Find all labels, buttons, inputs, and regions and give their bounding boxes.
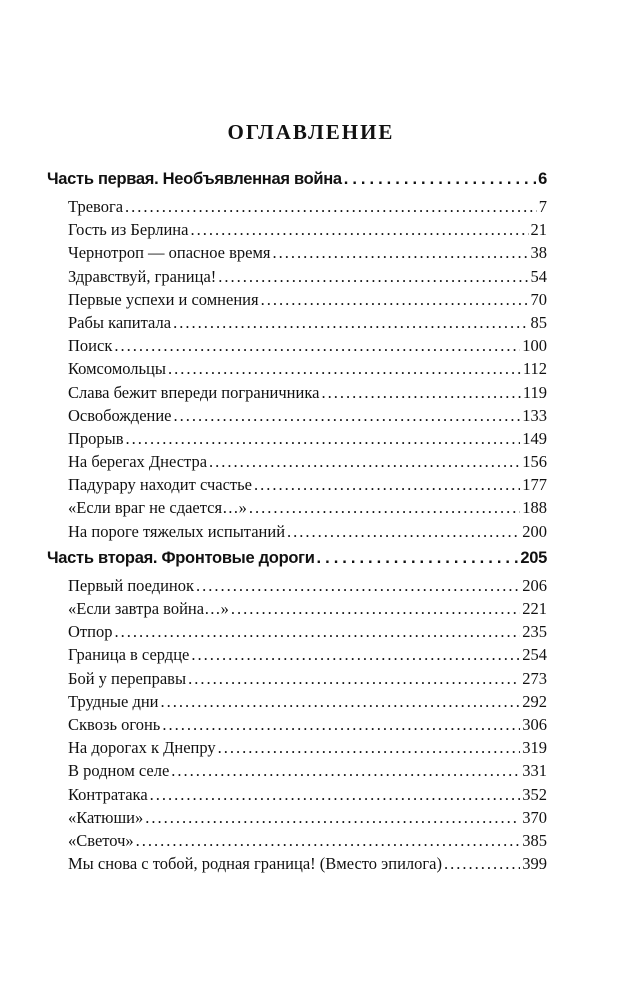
dot-leader bbox=[218, 738, 521, 758]
chapter-title: Мы снова с тобой, родная граница! (Вместо эпилога) bbox=[68, 854, 442, 874]
chapter-page-number: 306 bbox=[522, 714, 547, 734]
toc-chapter[interactable] bbox=[68, 622, 547, 645]
chapter-page-number: 319 bbox=[522, 738, 547, 758]
toc-chapter[interactable] bbox=[68, 336, 547, 359]
chapter-title: Контратака bbox=[68, 784, 148, 804]
dot-leader bbox=[150, 785, 521, 805]
toc-chapter[interactable] bbox=[68, 785, 547, 808]
toc-chapter[interactable] bbox=[68, 808, 547, 831]
chapter-title: Трудные дни bbox=[68, 691, 159, 711]
chapter-page-number: 385 bbox=[522, 830, 547, 850]
chapter-title: На берегах Днестра bbox=[68, 452, 208, 472]
dot-leader bbox=[209, 452, 520, 472]
chapter-title: В родном селе bbox=[68, 761, 170, 781]
dot-leader bbox=[173, 313, 528, 333]
toc-chapter[interactable] bbox=[68, 761, 547, 784]
toc-chapter[interactable] bbox=[68, 475, 547, 498]
toc-part[interactable] bbox=[47, 549, 547, 574]
toc-chapter[interactable] bbox=[68, 738, 547, 761]
toc-chapter[interactable] bbox=[68, 715, 547, 738]
chapter-title: Слава бежит впереди пограничника bbox=[68, 382, 320, 402]
chapter-page-number: 292 bbox=[522, 691, 547, 711]
chapter-title: Бой у переправы bbox=[68, 668, 187, 688]
chapter-page-number: 38 bbox=[530, 243, 547, 263]
part-title: Часть вторая. Фронтовые дороги bbox=[47, 548, 315, 567]
toc-chapter[interactable] bbox=[68, 854, 547, 877]
toc-chapter[interactable] bbox=[68, 267, 547, 290]
dot-leader bbox=[126, 429, 521, 449]
dot-leader bbox=[136, 831, 521, 851]
toc-part[interactable] bbox=[47, 170, 547, 195]
chapter-page-number: 273 bbox=[522, 668, 547, 688]
chapter-title: Здравствуй, граница! bbox=[68, 266, 217, 286]
toc-chapter[interactable] bbox=[68, 669, 547, 692]
dot-leader bbox=[114, 336, 520, 356]
dot-leader bbox=[321, 383, 520, 403]
dot-leader bbox=[249, 498, 520, 518]
chapter-page-number: 235 bbox=[522, 622, 547, 642]
dot-leader bbox=[145, 808, 520, 828]
toc-chapter[interactable] bbox=[68, 692, 547, 715]
toc-chapter[interactable] bbox=[68, 831, 547, 854]
chapter-title: На пороге тяжелых испытаний bbox=[68, 521, 286, 541]
toc-chapter[interactable] bbox=[68, 220, 547, 243]
chapter-title: Граница в сердце bbox=[68, 645, 190, 665]
chapter-title: Комсомольцы bbox=[68, 359, 166, 379]
toc-chapter[interactable] bbox=[68, 243, 547, 266]
chapter-title: Отпор bbox=[68, 622, 113, 642]
chapter-title: Гость из Берлина bbox=[68, 220, 189, 240]
toc-chapter[interactable] bbox=[68, 197, 547, 220]
chapter-page-number: 188 bbox=[522, 498, 547, 518]
chapter-page-number: 254 bbox=[522, 645, 547, 665]
chapter-page-number: 112 bbox=[522, 359, 547, 379]
chapter-title: «Если враг не сдается…» bbox=[68, 498, 247, 518]
chapter-page-number: 352 bbox=[522, 784, 547, 804]
toc-chapter[interactable] bbox=[68, 290, 547, 313]
chapter-page-number: 21 bbox=[530, 220, 547, 240]
toc-chapter[interactable] bbox=[68, 429, 547, 452]
part-page-number: 6 bbox=[538, 170, 547, 188]
dot-leader bbox=[114, 622, 520, 642]
chapter-page-number: 370 bbox=[522, 807, 547, 827]
chapter-title: Тревога bbox=[68, 197, 124, 216]
chapter-title: Прорыв bbox=[68, 428, 124, 448]
toc-chapter[interactable] bbox=[68, 645, 547, 668]
chapter-title: Освобождение bbox=[68, 405, 172, 425]
chapter-page-number: 85 bbox=[530, 312, 547, 332]
dot-leader bbox=[191, 645, 520, 665]
chapter-page-number: 100 bbox=[522, 336, 547, 356]
dot-leader bbox=[188, 669, 520, 689]
dot-leader bbox=[344, 170, 536, 189]
dot-leader bbox=[196, 576, 520, 596]
chapter-title: Первые успехи и сомнения bbox=[68, 289, 259, 309]
toc-chapter[interactable] bbox=[68, 452, 547, 475]
dot-leader bbox=[444, 854, 520, 874]
chapter-title: Поиск bbox=[68, 336, 113, 356]
part-title: Часть первая. Необъявленная война bbox=[47, 170, 342, 188]
dot-leader bbox=[273, 243, 529, 263]
chapter-list bbox=[47, 576, 547, 877]
chapter-page-number: 7 bbox=[538, 197, 547, 216]
chapter-page-number: 399 bbox=[522, 854, 547, 874]
toc-chapter[interactable] bbox=[68, 599, 547, 622]
toc-chapter[interactable] bbox=[68, 522, 547, 545]
chapter-page-number: 149 bbox=[522, 428, 547, 448]
chapter-page-number: 133 bbox=[522, 405, 547, 425]
chapter-title: Сквозь огонь bbox=[68, 714, 161, 734]
toc-chapter[interactable] bbox=[68, 498, 547, 521]
dot-leader bbox=[261, 290, 529, 310]
toc-chapter[interactable] bbox=[68, 576, 547, 599]
toc-chapter[interactable] bbox=[68, 359, 547, 382]
chapter-page-number: 54 bbox=[530, 266, 547, 286]
chapter-page-number: 221 bbox=[522, 599, 547, 618]
page-title: ОГЛАВЛЕНИЕ bbox=[227, 120, 395, 144]
chapter-page-number: 156 bbox=[522, 452, 547, 472]
dot-leader bbox=[168, 359, 521, 379]
chapter-page-number: 177 bbox=[522, 475, 547, 495]
chapter-page-number: 119 bbox=[522, 382, 547, 402]
dot-leader bbox=[317, 549, 519, 568]
chapter-page-number: 200 bbox=[522, 521, 547, 541]
chapter-list bbox=[47, 197, 547, 545]
dot-leader bbox=[161, 692, 521, 712]
chapter-page-number: 331 bbox=[522, 761, 547, 781]
toc-chapter[interactable] bbox=[68, 406, 547, 429]
chapter-title: Падурару находит счастье bbox=[68, 475, 252, 495]
chapter-title: Рабы капитала bbox=[68, 312, 172, 332]
toc-chapter[interactable] bbox=[68, 383, 547, 406]
dot-leader bbox=[287, 522, 520, 542]
dot-leader bbox=[190, 220, 528, 240]
chapter-title: Первый поединок bbox=[68, 575, 195, 595]
chapter-page-number: 70 bbox=[530, 289, 547, 309]
chapter-title: На дорогах к Днепру bbox=[68, 738, 216, 758]
chapter-title: Чернотроп — опасное время bbox=[68, 243, 271, 263]
chapter-page-number: 206 bbox=[522, 575, 547, 595]
dot-leader bbox=[174, 406, 521, 426]
table-of-contents bbox=[47, 170, 547, 881]
dot-leader bbox=[218, 267, 528, 287]
chapter-title: «Светоч» bbox=[68, 830, 134, 850]
chapter-title: «Если завтра война…» bbox=[68, 599, 229, 618]
dot-leader bbox=[231, 599, 520, 619]
toc-chapter[interactable] bbox=[68, 313, 547, 336]
part-page-number: 205 bbox=[520, 548, 547, 567]
dot-leader bbox=[162, 715, 520, 735]
chapter-title: «Катюши» bbox=[68, 807, 144, 827]
dot-leader bbox=[254, 475, 520, 495]
dot-leader bbox=[171, 761, 520, 781]
dot-leader bbox=[125, 197, 537, 217]
